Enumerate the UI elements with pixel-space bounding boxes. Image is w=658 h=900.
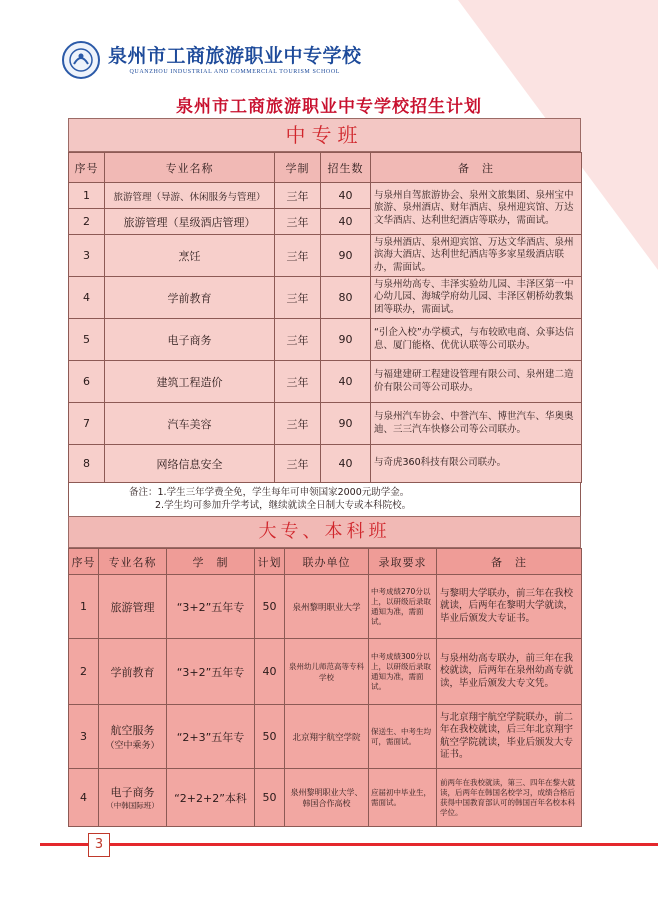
admission-requirement: 保送生、中考生均可，需面试。 bbox=[369, 705, 437, 769]
major-name: 旅游管理（导游、休闲服务与管理） bbox=[105, 183, 275, 209]
major-name: 学前教育 bbox=[99, 639, 167, 705]
table-row bbox=[69, 705, 582, 769]
row-number: 2 bbox=[69, 639, 99, 705]
table-row bbox=[69, 319, 582, 361]
college-table bbox=[68, 548, 582, 827]
table-row bbox=[69, 403, 582, 445]
admission-requirement: 中考成绩300分以上，以研级后录取通知为准，需面试。 bbox=[369, 639, 437, 705]
duration: “3+2”五年专 bbox=[167, 639, 255, 705]
duration: 三年 bbox=[275, 319, 321, 361]
column-header: 专业名称 bbox=[105, 153, 275, 183]
page-title: 泉州市工商旅游职业中专学校招生计划 bbox=[176, 97, 482, 117]
row-number: 1 bbox=[69, 575, 99, 639]
enrollment-sheet bbox=[68, 118, 581, 827]
column-header: 学制 bbox=[275, 153, 321, 183]
major-name-cell bbox=[99, 769, 167, 827]
section-title-secondary: 中专班 bbox=[68, 118, 581, 152]
enrollment-count: 90 bbox=[321, 319, 371, 361]
remark: 与泉州幼高专、丰泽实验幼儿园、丰泽区第一中心幼儿园、海城学府幼儿园、丰泽区朝桥幼教集团等联办，需面试。 bbox=[371, 277, 582, 319]
remark: 与泉州幼高专联办，前三年在我校就读，后两年在泉州幼高专就读，毕业后颁发大专文凭。 bbox=[437, 639, 582, 705]
table-row bbox=[69, 639, 582, 705]
plan-count: 50 bbox=[255, 769, 285, 827]
column-header: 录取要求 bbox=[369, 549, 437, 575]
notes bbox=[68, 483, 581, 516]
remark: 与黎明大学联办，前三年在我校就读，后两年在黎明大学就读，毕业后颁发大专证书。 bbox=[437, 575, 582, 639]
school-name: 泉州市工商旅游职业中专学校 bbox=[108, 45, 362, 67]
major-name: 电子商务 bbox=[105, 319, 275, 361]
column-header: 联办单位 bbox=[285, 549, 369, 575]
column-header: 序号 bbox=[69, 153, 105, 183]
row-number: 3 bbox=[69, 705, 99, 769]
column-header: 序号 bbox=[69, 549, 99, 575]
table-header-row bbox=[69, 549, 582, 575]
major-name: 汽车美容 bbox=[105, 403, 275, 445]
plan-count: 40 bbox=[255, 639, 285, 705]
major-name: 航空服务 bbox=[110, 724, 155, 737]
footer-rule bbox=[40, 843, 658, 846]
enrollment-count: 40 bbox=[321, 209, 371, 235]
remark: 与泉州自驾旅游协会、泉州文旅集团、泉州宝中旅游、泉州酒店、财年酒店、泉州迎宾馆、万达文华酒店、达利世纪酒店等联办，需面试。 bbox=[371, 183, 582, 235]
duration: 三年 bbox=[275, 445, 321, 483]
column-header: 计划 bbox=[255, 549, 285, 575]
remark: 与北京翔宇航空学院联办，前二年在我校就读，后三年北京翔宇航空学院就读，毕业后颁发大专证书。 bbox=[437, 705, 582, 769]
column-header: 招生数 bbox=[321, 153, 371, 183]
duration: “2+2+2”本科 bbox=[167, 769, 255, 827]
enrollment-count: 90 bbox=[321, 403, 371, 445]
major-name: 旅游管理（星级酒店管理） bbox=[105, 209, 275, 235]
school-name-en: QUANZHOU INDUSTRIAL AND COMMERCIAL TOURISM SCHOOL bbox=[129, 69, 341, 75]
duration: 三年 bbox=[275, 403, 321, 445]
table-row bbox=[69, 235, 582, 277]
row-number: 4 bbox=[69, 277, 105, 319]
enrollment-count: 90 bbox=[321, 235, 371, 277]
school-logo-icon bbox=[62, 41, 100, 79]
partner-school: 北京翔宇航空学院 bbox=[285, 705, 369, 769]
major-name: 旅游管理 bbox=[99, 575, 167, 639]
column-header: 备 注 bbox=[371, 153, 582, 183]
note-line: 备注：1.学生三年学费全免，学生每年可申领国家2000元助学金。 bbox=[129, 487, 410, 498]
row-number: 3 bbox=[69, 235, 105, 277]
partner-school: 泉州黎明职业大学、韩国合作高校 bbox=[285, 769, 369, 827]
enrollment-count: 40 bbox=[321, 361, 371, 403]
admission-requirement: 中考成绩270分以上，以研级后录取通知为准，需面试。 bbox=[369, 575, 437, 639]
major-name: 建筑工程造价 bbox=[105, 361, 275, 403]
section-title-college: 大专、本科班 bbox=[68, 516, 581, 548]
table-row bbox=[69, 769, 582, 827]
enrollment-count: 40 bbox=[321, 183, 371, 209]
row-number: 2 bbox=[69, 209, 105, 235]
major-subname: （空中乘务） bbox=[105, 741, 160, 751]
page-number: 3 bbox=[88, 833, 110, 857]
row-number: 4 bbox=[69, 769, 99, 827]
duration: 三年 bbox=[275, 361, 321, 403]
remark: 与泉州酒店、泉州迎宾馆、万达文华酒店、泉州滨海大酒店、达利世纪酒店等多家星级酒店联办，需面试。 bbox=[371, 235, 582, 277]
major-name: 烹饪 bbox=[105, 235, 275, 277]
table-row bbox=[69, 361, 582, 403]
secondary-table bbox=[68, 152, 582, 483]
note-line: 2.学生均可参加升学考试，继续就读全日制大专或本科院校。 bbox=[155, 500, 412, 511]
column-header: 备 注 bbox=[437, 549, 582, 575]
row-number: 6 bbox=[69, 361, 105, 403]
major-name-cell bbox=[99, 705, 167, 769]
row-number: 8 bbox=[69, 445, 105, 483]
table-row bbox=[69, 445, 582, 483]
enrollment-count: 80 bbox=[321, 277, 371, 319]
row-number: 1 bbox=[69, 183, 105, 209]
admission-requirement: 应届初中毕业生，需面试。 bbox=[369, 769, 437, 827]
duration: 三年 bbox=[275, 235, 321, 277]
row-number: 7 bbox=[69, 403, 105, 445]
major-subname: （中韩国际班） bbox=[106, 801, 159, 810]
remark: “引企入校”办学模式，与布较欧电商、众事达信息、厦门能格、优优认联等公司联办。 bbox=[371, 319, 582, 361]
school-header bbox=[62, 38, 362, 82]
duration: 三年 bbox=[275, 183, 321, 209]
duration: 三年 bbox=[275, 277, 321, 319]
plan-count: 50 bbox=[255, 705, 285, 769]
table-row bbox=[69, 183, 582, 209]
partner-school: 泉州幼儿师范高等专科学校 bbox=[285, 639, 369, 705]
remark: 前两年在我校就读，第三、四年在黎大就读，后两年在韩国名校学习，成绩合格后获得中国教育部认可的韩国百年名校本科学位。 bbox=[437, 769, 582, 827]
row-number: 5 bbox=[69, 319, 105, 361]
enrollment-count: 40 bbox=[321, 445, 371, 483]
table-header-row bbox=[69, 153, 582, 183]
remark: 与福建建研工程建设管理有限公司、泉州建二造价有限公司等公司联办。 bbox=[371, 361, 582, 403]
major-name: 电子商务 bbox=[110, 786, 155, 799]
major-name: 网络信息安全 bbox=[105, 445, 275, 483]
column-header: 专业名称 bbox=[99, 549, 167, 575]
duration: “3+2”五年专 bbox=[167, 575, 255, 639]
major-name: 学前教育 bbox=[105, 277, 275, 319]
table-row bbox=[69, 277, 582, 319]
table-row bbox=[69, 575, 582, 639]
plan-count: 50 bbox=[255, 575, 285, 639]
remark: 与泉州汽车协会、中誉汽车、博世汽车、华奥奥迪、三三汽车快修公司等公司联办。 bbox=[371, 403, 582, 445]
column-header: 学 制 bbox=[167, 549, 255, 575]
partner-school: 泉州黎明职业大学 bbox=[285, 575, 369, 639]
duration: 三年 bbox=[275, 209, 321, 235]
remark: 与奇虎360科技有限公司联办。 bbox=[371, 445, 582, 483]
duration: “2+3”五年专 bbox=[167, 705, 255, 769]
